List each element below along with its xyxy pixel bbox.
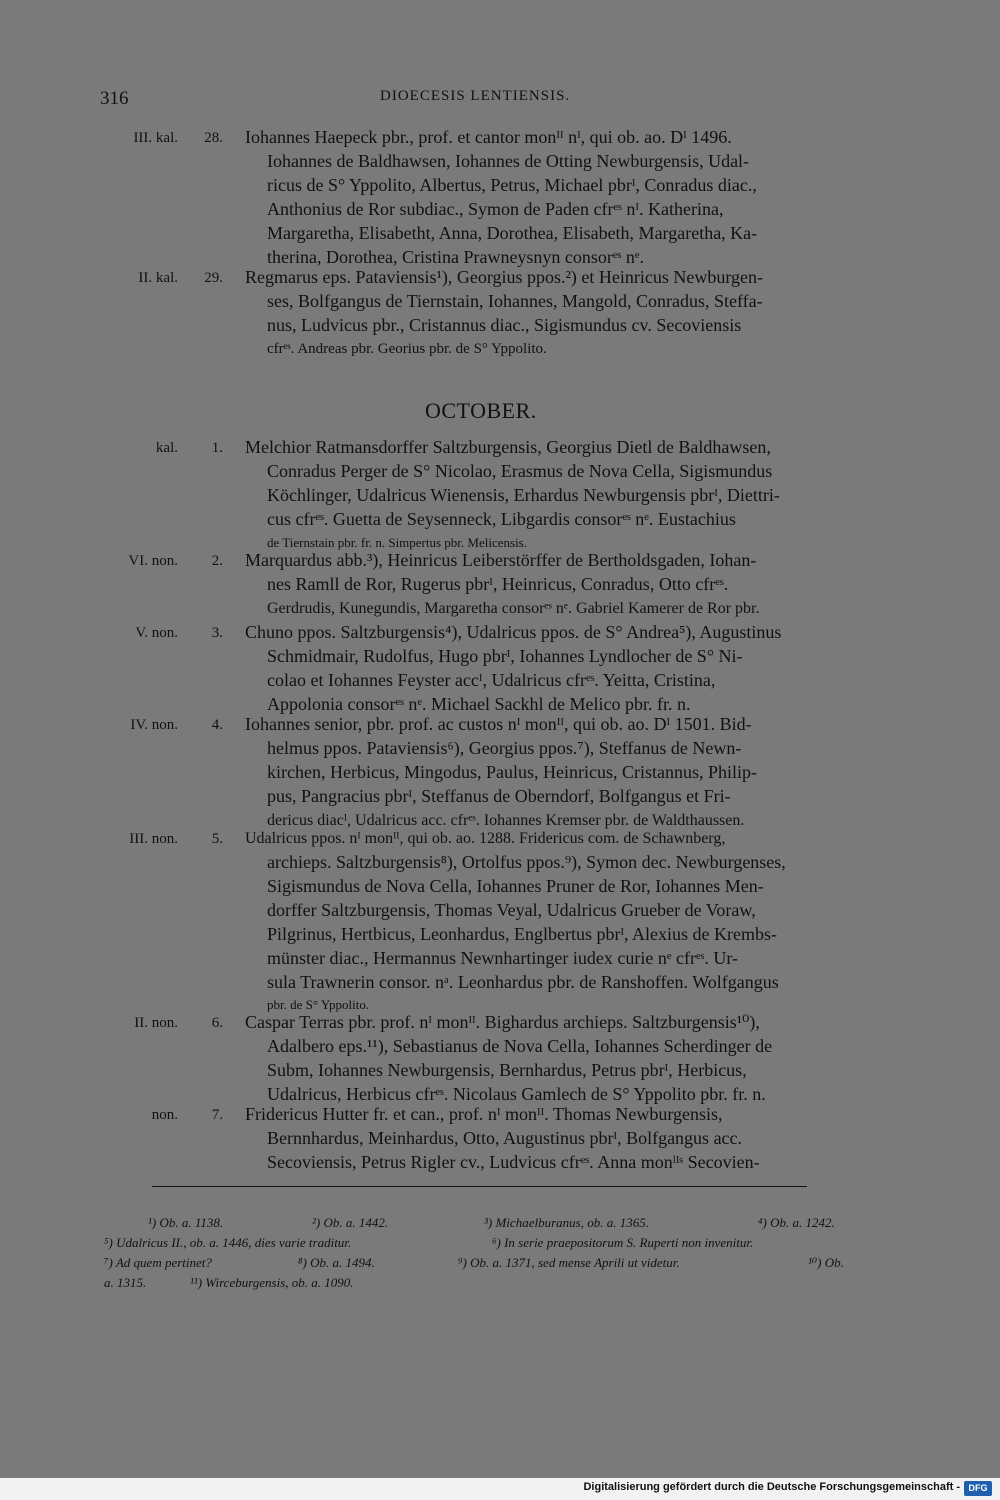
entry-line: Iohannes de Baldhawsen, Iohannes de Otting Newburgensis, Udal-	[267, 151, 750, 171]
entry-line: pus, Pangracius pbrᴵ, Steffanus de Oberndorf, Bolfgangus et Fri-	[267, 786, 731, 806]
entry-line: Iohannes Haepeck pbr., prof. et cantor monᴵᴵ nᴵ, qui ob. ao. Dᴵ 1496.	[245, 127, 732, 147]
entry-line: Gerdrudis, Kunegundis, Margaretha consorᵉˢ nᵉ. Gabriel Kamerer de Ror pbr.	[267, 600, 760, 617]
page-number: 316	[100, 88, 129, 109]
entry-line: Secoviensis, Petrus Rigler cv., Ludvicus cfrᵉˢ. Anna monˡᴵˢ Secovien-	[267, 1152, 760, 1172]
entry-line: münster diac., Hermannus Newnhartinger iudex curie nᵉ cfrᵉˢ. Ur-	[267, 948, 739, 968]
entry-line: Fridericus Hutter fr. et can., prof. nᴵ monᴵᴵ. Thomas Newburgensis,	[245, 1104, 723, 1124]
entry-line: Pilgrinus, Hertbicus, Leonhardus, Englbertus pbrᴵ, Alexius de Krembs-	[267, 924, 778, 944]
entry-date: non.	[151, 1107, 178, 1123]
footnote: ⁵) Udalricus II., ob. a. 1446, dies varie traditur.	[104, 1235, 352, 1250]
digitization-footer	[0, 1478, 1000, 1500]
footnote: ⁷) Ad quem pertinet?	[104, 1255, 212, 1270]
entry-line: Melchior Ratmansdorffer Saltzburgensis, Georgius Dietl de Baldhawsen,	[245, 437, 771, 457]
entry-line: Caspar Terras pbr. prof. nᴵ monᴵᴵ. Bighardus archieps. Saltzburgensis¹⁰),	[245, 1012, 760, 1032]
entry-line: Schmidmair, Rudolfus, Hugo pbrᴵ, Iohannes Lyndlocher de S° Ni-	[267, 646, 743, 666]
entry-line: sula Trawnerin consor. nᵃ. Leonhardus pbr. de Ranshoffen. Wolfgangus	[267, 972, 779, 992]
entry-day: 28.	[204, 130, 223, 146]
entry-line: dericus diacᴵ, Udalricus acc. cfrᵉˢ. Iohannes Kremser pbr. de Waldthaussen.	[267, 812, 745, 829]
footnote: ⁴) Ob. a. 1242.	[758, 1215, 835, 1230]
entry-line: Regmarus eps. Pataviensis¹), Georgius ppos.²) et Heinricus Newburgen-	[245, 267, 764, 287]
entry-line: Anthonius de Ror subdiac., Symon de Paden cfrᵉˢ nᴵ. Katherina,	[267, 199, 724, 219]
entry-line: Appolonia consorᵉˢ nᵉ. Michael Sackhl de Melico pbr. fr. n.	[267, 694, 691, 714]
entry-line: dorffer Saltzburgensis, Thomas Veyal, Udalricus Grueber de Voraw,	[267, 900, 756, 920]
entry-date: III. non.	[129, 831, 178, 847]
dfg-logo-icon: DFG	[964, 1481, 992, 1496]
entry-line: Iohannes senior, pbr. prof. ac custos nᴵ monᴵᴵ, qui ob. ao. Dᴵ 1501. Bid-	[245, 714, 752, 734]
entry-line: nes Ramll de Ror, Rugerus pbrᴵ, Heinricus, Conradus, Otto cfrᵉˢ.	[267, 574, 729, 594]
footnote: ⁸) Ob. a. 1494.	[298, 1255, 375, 1270]
entry-line: kirchen, Herbicus, Mingodus, Paulus, Heinricus, Cristannus, Philip-	[267, 762, 757, 782]
entry-line: archieps. Saltzburgensis⁸), Ortolfus ppos.⁹), Symon dec. Newburgenses,	[267, 852, 786, 872]
entry-line: nus, Ludvicus pbr., Cristannus diac., Sigismundus cv. Secoviensis	[267, 315, 742, 335]
entry-day: 7.	[211, 1107, 223, 1123]
entry-line: Chuno ppos. Saltzburgensis⁴), Udalricus ppos. de S° Andrea⁵), Augustinus	[245, 622, 782, 642]
entry-date: II. non.	[134, 1015, 178, 1031]
entry-line: ricus de S° Yppolito, Albertus, Petrus, Michael pbrᴵ, Conradus diac.,	[267, 175, 757, 195]
footnote: ⁶) In serie praepositorum S. Ruperti non invenitur.	[492, 1235, 754, 1250]
footnote: ³) Michaelburanus, ob. a. 1365.	[484, 1215, 649, 1230]
entry-line: Sigismundus de Nova Cella, Iohannes Pruner de Ror, Iohannes Men-	[267, 876, 764, 896]
running-head: DIOECESIS LENTIENSIS.	[380, 88, 571, 104]
entry-line: therina, Dorothea, Cristina Prawneysnyn consorᵉˢ nᵉ.	[267, 247, 644, 267]
entry-line: Marquardus abb.³), Heinricus Leiberstörffer de Bertholdsgaden, Iohan-	[245, 550, 757, 570]
entry-day: 29.	[204, 270, 223, 286]
footnote: ²) Ob. a. 1442.	[312, 1215, 389, 1230]
entry-line: Adalbero eps.¹¹), Sebastianus de Nova Cella, Iohannes Scherdinger de	[267, 1036, 773, 1056]
footnote-divider	[152, 1186, 807, 1187]
entry-date: IV. non.	[130, 717, 178, 733]
footnote: a. 1315.	[104, 1275, 147, 1290]
funding-notice: Digitalisierung gefördert durch die Deutsche Forschungsgemeinschaft -	[583, 1481, 960, 1493]
entry-day: 2.	[211, 553, 223, 569]
entry-day: 4.	[211, 717, 223, 733]
entry-line: Köchlinger, Udalricus Wienensis, Erhardus Newburgensis pbrᴵ, Diettri-	[267, 485, 780, 505]
entry-line: Udalricus, Herbicus cfrᵉˢ. Nicolaus Gamlech de S° Yppolito pbr. fr. n.	[267, 1084, 766, 1104]
entry-line: de Tiernstain pbr. fr. n. Simpertus pbr. Melicensis.	[267, 535, 527, 550]
entry-line: cfrᵉˢ. Andreas pbr. Georius pbr. de S° Yppolito.	[267, 341, 547, 357]
entry-day: 6.	[211, 1015, 223, 1031]
entry-line: helmus ppos. Pataviensis⁶), Georgius ppos.⁷), Steffanus de Newn-	[267, 738, 742, 758]
entry-date: II. kal.	[138, 270, 178, 286]
entry-date: kal.	[155, 440, 178, 456]
entry-line: Subm, Iohannes Newburgensis, Bernhardus, Petrus pbrᴵ, Herbicus,	[267, 1060, 747, 1080]
entry-line: ses, Bolfgangus de Tiernstain, Iohannes, Mangold, Conradus, Steffa-	[267, 291, 763, 311]
entry-day: 3.	[211, 625, 223, 641]
entry-line: cus cfrᵉˢ. Guetta de Seysenneck, Libgardis consorᵉˢ nᵉ. Eustachius	[267, 509, 736, 529]
month-heading: OCTOBER.	[425, 398, 537, 423]
entry-line: Margaretha, Elisabetht, Anna, Dorothea, Elisabeth, Margaretha, Ka-	[267, 223, 758, 243]
footnote: ¹⁰) Ob.	[808, 1255, 844, 1270]
entry-line: Conradus Perger de S° Nicolao, Erasmus de Nova Cella, Sigismundus	[267, 461, 773, 481]
entry-date: III. kal.	[133, 130, 178, 146]
footnote: ¹) Ob. a. 1138.	[148, 1215, 224, 1230]
footnote: ¹¹) Wirceburgensis, ob. a. 1090.	[190, 1275, 354, 1290]
entry-day: 1.	[211, 440, 223, 456]
entry-line: pbr. de S° Yppolito.	[267, 997, 370, 1012]
entry-line: Bernnhardus, Meinhardus, Otto, Augustinus pbrᴵ, Bolfgangus acc.	[267, 1128, 743, 1148]
entry-date: V. non.	[135, 625, 178, 641]
entry-date: VI. non.	[128, 553, 178, 569]
footnote: ⁹) Ob. a. 1371, sed mense Aprili ut videtur.	[458, 1255, 680, 1270]
entry-line: Udalricus ppos. nᴵ monᴵᴵ, qui ob. ao. 1288. Fridericus com. de Schawnberg,	[245, 830, 726, 847]
entry-line: colao et Iohannes Feyster accᴵ, Udalricus cfrᵉˢ. Yeitta, Cristina,	[267, 670, 716, 690]
entry-day: 5.	[211, 831, 223, 847]
